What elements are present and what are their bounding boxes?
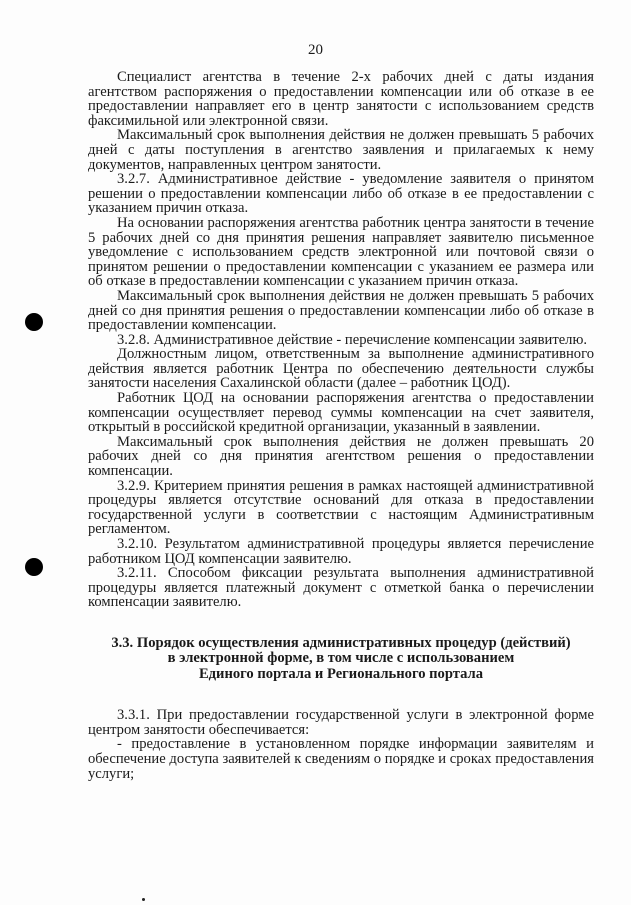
punch-hole	[25, 313, 43, 331]
document-body	[88, 70, 594, 781]
paragraph: Максимальный срок выполнения действия не должен превышать 5 рабочих дней с даты поступления в агентство заявления и прилагаемых к нему документов, направленных центром занятости.	[88, 127, 594, 173]
paragraph: Специалист агентства в течение 2-х рабочих дней с даты издания агентством распоряжения о предоставлении компенсации или об отказе в ее предоставлении направляет его в центр занятости с использованием средств факсимильной или электронной связи.	[88, 69, 594, 129]
paragraph: 3.2.8. Административное действие - перечисление компенсации заявителю.	[117, 331, 588, 348]
section-heading	[88, 636, 594, 682]
paragraph: Работник ЦОД на основании распоряжения агентства о предоставлении компенсации осуществляет перевод суммы компенсации на счет заявителя, открытый в российской кредитной организации, указанный в заявлении.	[88, 390, 594, 436]
paragraph: Максимальный срок выполнения действия не должен превышать 5 рабочих дней со дня принятия решения о предоставлении компенсации либо об отказе в предоставлении компенсации.	[88, 287, 594, 334]
paragraph: 3.2.11. Способом фиксации результата выполнения административной процедуры является платежный документ с отметкой банка о перечислении компенсации заявителю.	[88, 565, 594, 611]
paragraph: Должностным лицом, ответственным за выполнение административного действия является работник Центра по обеспечению деятельности службы занятости населения Сахалинской области (далее – работник ЦОД).	[88, 346, 594, 392]
paragraph: 3.2.7. Административное действие - уведомление заявителя о принятом решении о предоставлении компенсации либо об отказе в ее предоставлении с указанием причин отказа.	[88, 171, 594, 217]
paragraph: 3.2.9. Критерием принятия решения в рамках настоящей административной процедуры является отсутствие оснований для отказа в предоставлении государственной услуги в соответствии с настоящим Административным регламентом.	[88, 477, 594, 538]
section-heading-line: в электронной форме, в том числе с использованием	[167, 650, 515, 667]
paragraph: 3.3.1. При предоставлении государственной услуги в электронной форме центром занятости обеспечивается:	[88, 707, 594, 738]
scan-speck	[142, 898, 145, 901]
punch-hole	[25, 558, 43, 576]
section-heading-line: 3.3. Порядок осуществления административных процедур (действий)	[111, 634, 571, 651]
paragraph: - предоставление в установленном порядке информации заявителям и обеспечение доступа заявителей к сведениям о порядке и сроках предоставления услуги;	[88, 736, 594, 782]
paragraph: На основании распоряжения агентства работник центра занятости в течение 5 рабочих дней со дня принятия решения направляет заявителю письменное уведомление с использованием средств электронной или почтовой связи о принятом решении о предоставлении компенсации с указанием ее размера или об отказе в предоставлении компенсации с указанием причин отказа.	[88, 214, 594, 290]
paragraph: Максимальный срок выполнения действия не должен превышать 20 рабочих дней со дня принятия агентством решения о предоставлении компенсации.	[88, 433, 594, 480]
section-heading-line: Единого портала и Регионального портала	[198, 665, 484, 682]
paragraph: 3.2.10. Результатом административной процедуры является перечисление работником ЦОД компенсации заявителю.	[88, 536, 594, 567]
page-number: 20	[308, 42, 323, 58]
